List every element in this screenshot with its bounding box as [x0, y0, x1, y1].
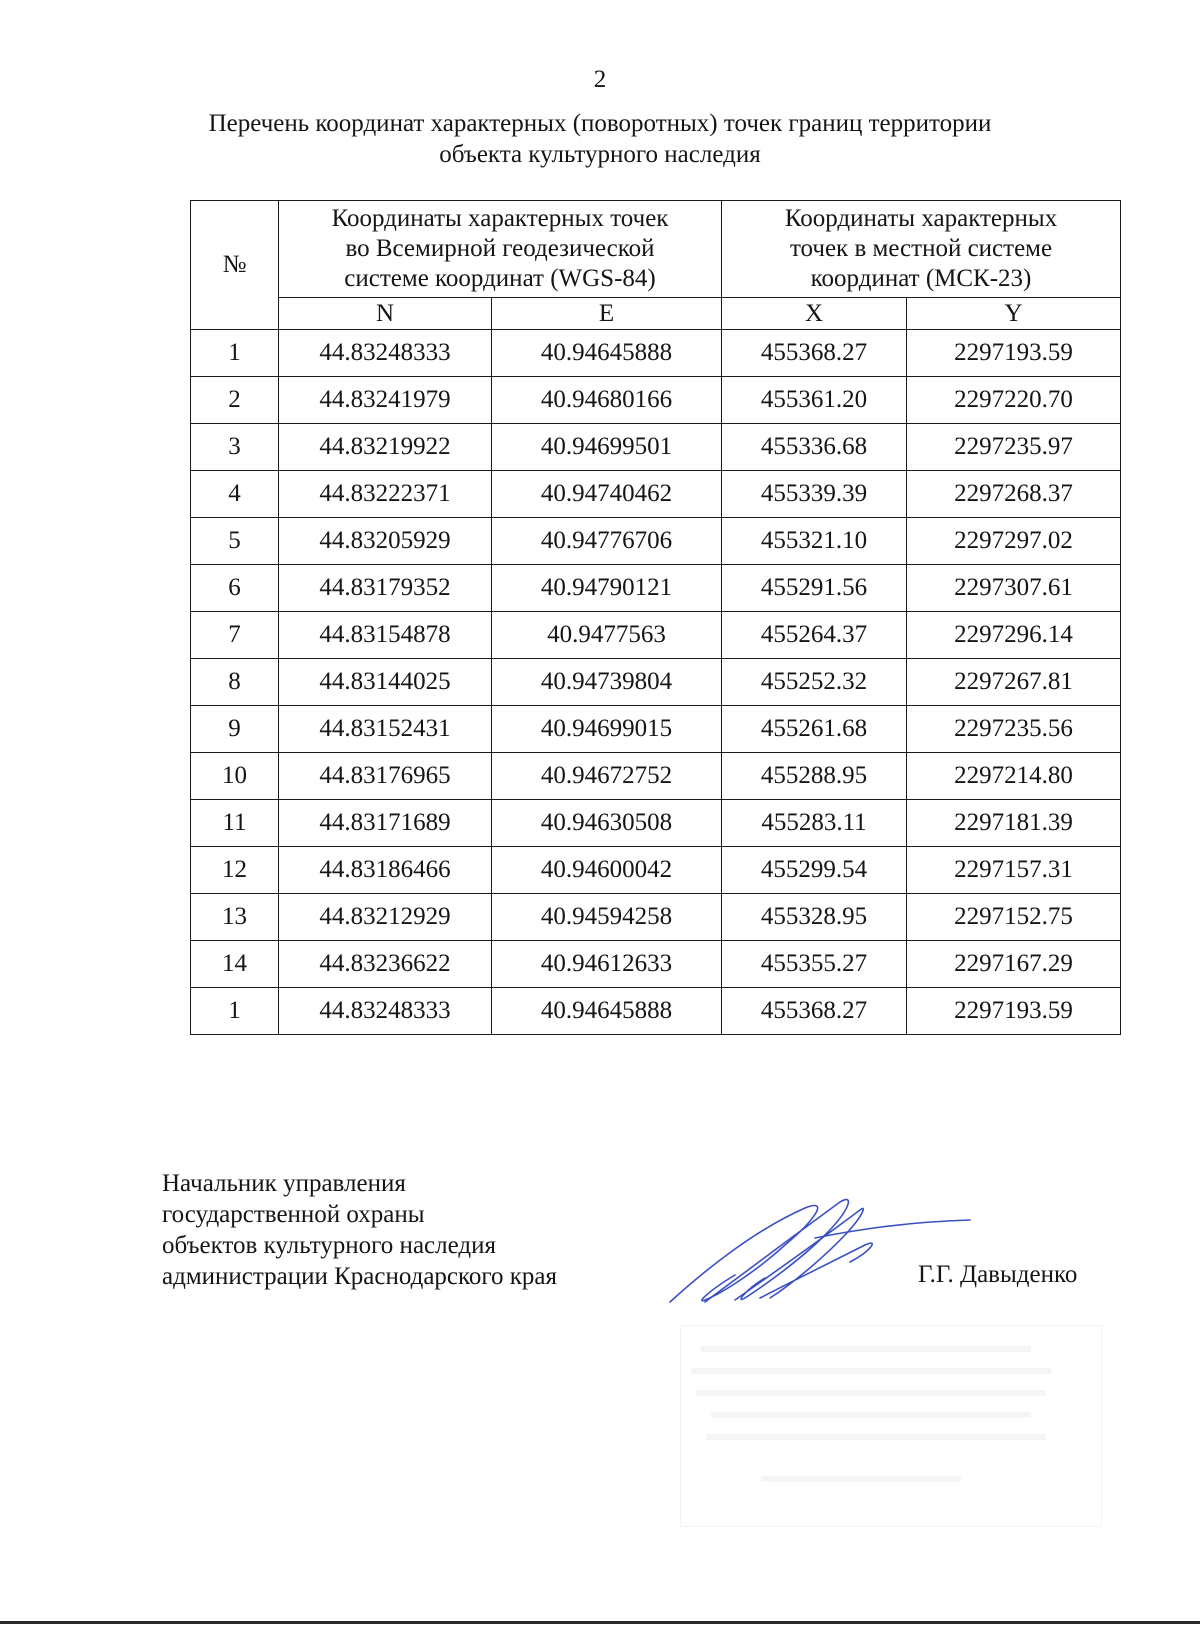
cell-e: 40.94645888: [492, 330, 722, 377]
cell-n: 44.83176965: [279, 753, 492, 800]
table-row: [191, 988, 1121, 1035]
stamp-shadow-line: [761, 1476, 961, 1482]
cell-e: 40.94739804: [492, 659, 722, 706]
stamp-shadow-line: [706, 1434, 1046, 1440]
header-e: E: [492, 298, 722, 330]
signer-position-line-2: государственной охраны: [162, 1201, 425, 1228]
cell-n: 44.83219922: [279, 424, 492, 471]
table-row: [191, 377, 1121, 424]
cell-x: 455264.37: [722, 612, 907, 659]
cell-n: 44.83154878: [279, 612, 492, 659]
cell-point-number: 10: [191, 753, 279, 800]
table-row: [191, 753, 1121, 800]
table-row: [191, 706, 1121, 753]
table-row: [191, 659, 1121, 706]
cell-y: 2297214.80: [907, 753, 1121, 800]
cell-point-number: 4: [191, 471, 279, 518]
cell-x: 455321.10: [722, 518, 907, 565]
table-row: [191, 518, 1121, 565]
cell-e: 40.94680166: [492, 377, 722, 424]
cell-x: 455368.27: [722, 330, 907, 377]
table-row: [191, 330, 1121, 377]
cell-e: 40.94776706: [492, 518, 722, 565]
signer-position-line-1: Начальник управления: [162, 1170, 406, 1197]
title-line-1: Перечень координат характерных (поворотных) точек границ территории: [208, 110, 992, 137]
cell-e: 40.94600042: [492, 847, 722, 894]
cell-n: 44.83248333: [279, 988, 492, 1035]
cell-x: 455328.95: [722, 894, 907, 941]
faded-stamp-imprint: [680, 1325, 1102, 1527]
cell-e: 40.94612633: [492, 941, 722, 988]
cell-n: 44.83248333: [279, 330, 492, 377]
header-msk23-line-1: Координаты характерных: [784, 205, 1058, 232]
document-title: [0, 108, 1200, 170]
cell-x: 455299.54: [722, 847, 907, 894]
cell-y: 2297167.29: [907, 941, 1121, 988]
cell-x: 455252.32: [722, 659, 907, 706]
header-n: N: [279, 298, 492, 330]
cell-point-number: 14: [191, 941, 279, 988]
coordinates-table: [190, 200, 1121, 1035]
header-y: Y: [907, 298, 1121, 330]
cell-e: 40.94630508: [492, 800, 722, 847]
cell-y: 2297157.31: [907, 847, 1121, 894]
cell-point-number: 5: [191, 518, 279, 565]
cell-n: 44.83152431: [279, 706, 492, 753]
stamp-shadow-line: [711, 1412, 1031, 1418]
table-header-row: [191, 201, 1121, 298]
header-x: X: [722, 298, 907, 330]
cell-point-number: 1: [191, 988, 279, 1035]
cell-x: 455291.56: [722, 565, 907, 612]
cell-n: 44.83144025: [279, 659, 492, 706]
signer-name: Г.Г. Давыденко: [918, 1261, 1078, 1288]
cell-e: 40.94594258: [492, 894, 722, 941]
table-row: [191, 471, 1121, 518]
cell-point-number: 3: [191, 424, 279, 471]
cell-e: 40.9477563: [492, 612, 722, 659]
stamp-shadow-line: [696, 1390, 1046, 1396]
cell-y: 2297220.70: [907, 377, 1121, 424]
cell-y: 2297297.02: [907, 518, 1121, 565]
cell-e: 40.94645888: [492, 988, 722, 1035]
cell-n: 44.83241979: [279, 377, 492, 424]
cell-n: 44.83205929: [279, 518, 492, 565]
cell-point-number: 9: [191, 706, 279, 753]
stamp-shadow-line: [691, 1368, 1051, 1374]
title-line-2: объекта культурного наследия: [439, 141, 761, 168]
cell-x: 455368.27: [722, 988, 907, 1035]
cell-y: 2297181.39: [907, 800, 1121, 847]
cell-point-number: 13: [191, 894, 279, 941]
signer-position-line-3: объектов культурного наследия: [162, 1232, 496, 1259]
cell-e: 40.94790121: [492, 565, 722, 612]
cell-x: 455283.11: [722, 800, 907, 847]
cell-point-number: 12: [191, 847, 279, 894]
cell-e: 40.94740462: [492, 471, 722, 518]
cell-y: 2297296.14: [907, 612, 1121, 659]
cell-n: 44.83186466: [279, 847, 492, 894]
cell-n: 44.83171689: [279, 800, 492, 847]
cell-point-number: 6: [191, 565, 279, 612]
cell-y: 2297267.81: [907, 659, 1121, 706]
cell-y: 2297152.75: [907, 894, 1121, 941]
table-row: [191, 612, 1121, 659]
cell-x: 455261.68: [722, 706, 907, 753]
cell-y: 2297193.59: [907, 988, 1121, 1035]
header-wgs84-line-1: Координаты характерных точек: [331, 205, 669, 232]
table-row: [191, 894, 1121, 941]
cell-x: 455361.20: [722, 377, 907, 424]
cell-y: 2297307.61: [907, 565, 1121, 612]
page-bottom-edge: [0, 1621, 1200, 1624]
cell-e: 40.94699501: [492, 424, 722, 471]
cell-y: 2297193.59: [907, 330, 1121, 377]
cell-n: 44.83212929: [279, 894, 492, 941]
table-row: [191, 424, 1121, 471]
cell-x: 455288.95: [722, 753, 907, 800]
cell-point-number: 2: [191, 377, 279, 424]
cell-point-number: 11: [191, 800, 279, 847]
table-row: [191, 941, 1121, 988]
header-wgs84-line-2: во Всемирной геодезической: [345, 235, 655, 262]
page-number: 2: [593, 66, 607, 93]
cell-x: 455339.39: [722, 471, 907, 518]
handwritten-signature: [665, 1190, 975, 1320]
cell-y: 2297235.56: [907, 706, 1121, 753]
cell-n: 44.83179352: [279, 565, 492, 612]
cell-n: 44.83236622: [279, 941, 492, 988]
table-row: [191, 800, 1121, 847]
cell-point-number: 1: [191, 330, 279, 377]
header-number: №: [191, 201, 279, 330]
signer-position: [162, 1168, 557, 1292]
cell-point-number: 8: [191, 659, 279, 706]
table-subheader-row: [191, 298, 1121, 330]
cell-x: 455355.27: [722, 941, 907, 988]
cell-n: 44.83222371: [279, 471, 492, 518]
cell-e: 40.94672752: [492, 753, 722, 800]
header-wgs84: [279, 201, 722, 298]
cell-x: 455336.68: [722, 424, 907, 471]
cell-point-number: 7: [191, 612, 279, 659]
stamp-shadow-line: [701, 1346, 1031, 1352]
header-msk23-line-3: координат (МСК-23): [810, 265, 1032, 292]
cell-y: 2297235.97: [907, 424, 1121, 471]
table-body: [191, 330, 1121, 1035]
cell-y: 2297268.37: [907, 471, 1121, 518]
signer-position-line-4: администрации Краснодарского края: [162, 1263, 558, 1290]
cell-e: 40.94699015: [492, 706, 722, 753]
table-row: [191, 847, 1121, 894]
header-msk23-line-2: точек в местной системе: [789, 235, 1053, 262]
table-row: [191, 565, 1121, 612]
header-msk23: [722, 201, 1121, 298]
header-wgs84-line-3: системе координат (WGS-84): [344, 265, 656, 292]
